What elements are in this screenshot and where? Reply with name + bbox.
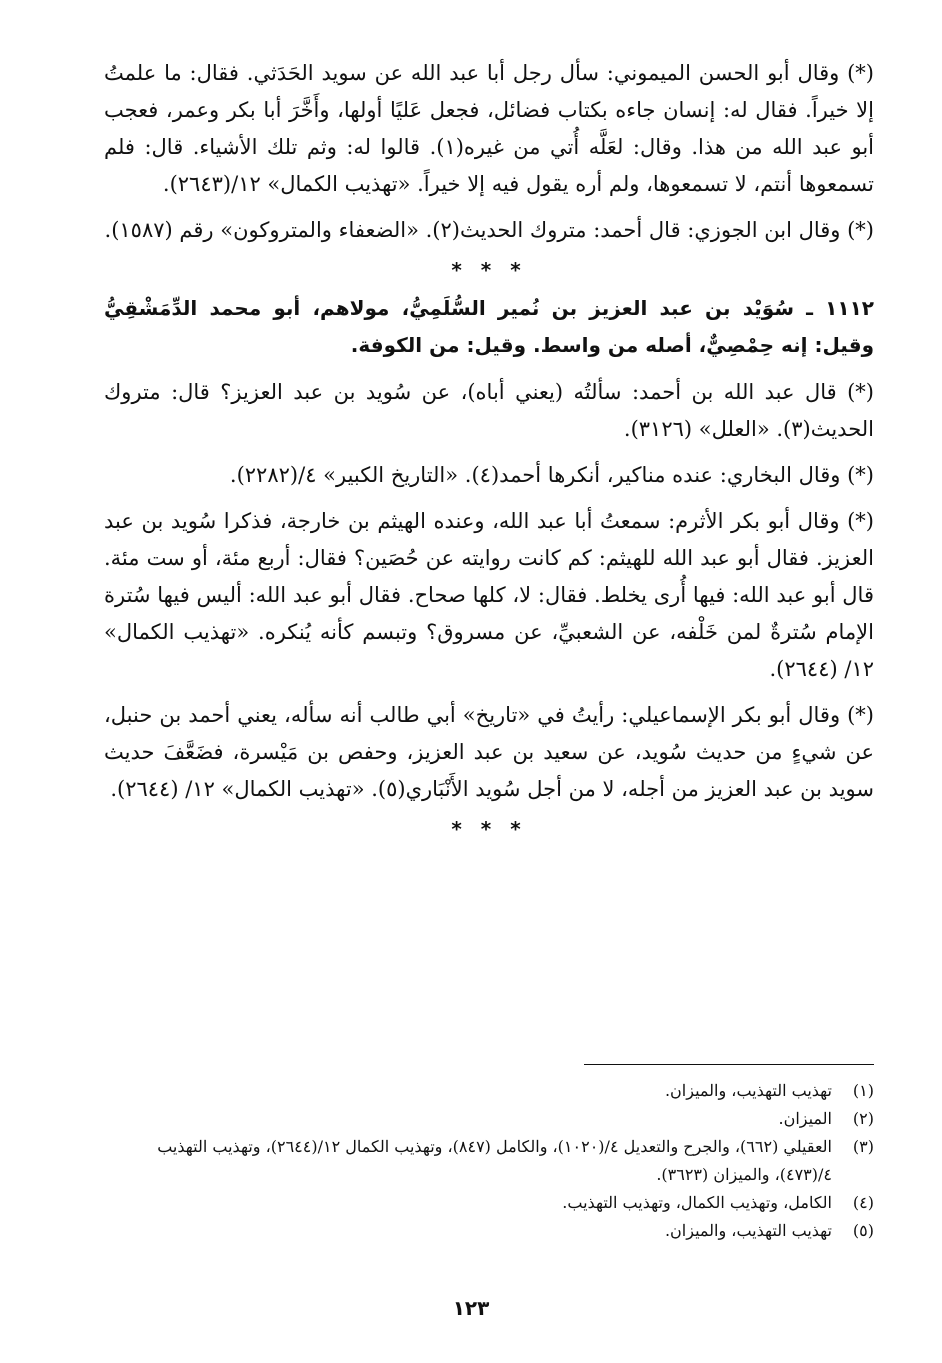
footnotes bbox=[104, 1064, 874, 1245]
footnote-text: العقيلي (٦٦٢)، والجرح والتعديل ٤/(١٠٢٠)، والكامل (٨٤٧)، وتهذيب الكمال ١٢/(٢٦٤٤)، وتهذيب التهذيب ٤/(٤٧٣)، والميزان (٣٦٢٣). bbox=[157, 1137, 832, 1184]
page-number: ١٢٣ bbox=[452, 1296, 490, 1320]
paragraph-athram: (*) وقال أبو بكر الأثرم: سمعتُ أبا عبد الله، وعنده الهيثم بن خارجة، فذكرا سُويد بن عبد العزيز. فقال أبو عبد الله للهيثم: كم كانت روايته عن حُصَين؟ فقال: أربع مئة، أو ست مئة. قال أبو عبد الله: فيها أُرى يخلط. فقال: لا، كلها صحاح. فقال أبو عبد الله: أليس فيها سُترة الإمام سُترةٌ لمن خَلْفه، عن الشعبيِّ، عن مسروق؟ وتبسم كأنه يُنكره. «تهذيب الكمال» ١٢/ (٢٦٤٤). bbox=[104, 509, 874, 681]
section-separator: * * * bbox=[451, 817, 527, 841]
page-body bbox=[104, 55, 874, 849]
footnote-divider bbox=[584, 1064, 874, 1065]
footnote-text: تهذيب التهذيب، والميزان. bbox=[664, 1081, 832, 1100]
paragraph-ibn-aljawzi: (*) وقال ابن الجوزي: قال أحمد: متروك الحديث(٢). «الضعفاء والمتروكون» رقم (١٥٨٧). bbox=[104, 218, 874, 242]
footnote-number: (٢) bbox=[852, 1109, 874, 1128]
paragraph-bukhari: (*) وقال البخاري: عنده مناكير، أنكرها أحمد(٤). «التاريخ الكبير» ٤/(٢٢٨٢). bbox=[229, 463, 874, 487]
footnote-item bbox=[104, 1105, 874, 1133]
paragraph-abdullah: (*) قال عبد الله بن أحمد: سألتُه (يعني أباه)، عن سُويد بن عبد العزيز؟ قال: متروك الحديث(٣). «العلل» (٣١٢٦). bbox=[104, 380, 874, 441]
footnote-item bbox=[104, 1077, 874, 1105]
footnote-number: (٤) bbox=[852, 1193, 874, 1212]
entry-heading: ١١١٢ ـ سُوَيْد بن عبد العزيز بن نُمير السُّلَمِيُّ، مولاهم، أبو محمد الدِّمَشْقِيُّ وقيل: إنه حِمْصِيٌّ، أصله من واسط. وقيل: من الكوفة. bbox=[104, 296, 874, 357]
footnote-item bbox=[104, 1189, 874, 1217]
footnote-text: تهذيب التهذيب، والميزان. bbox=[664, 1221, 832, 1240]
paragraph-ismaili: (*) وقال أبو بكر الإسماعيلي: رأيتُ في «تاريخ» أبي طالب أنه سأله، يعني أحمد بن حنبل، عن شيءٍ من حديث سُويد، عن سعيد بن عبد العزيز، وحفص بن مَيْسرة، فضَعَّفَ حديث سويد بن عبد العزيز من أجله، لا من أجل سُويد الأَنْبَاري(٥). «تهذيب الكمال» ١٢/ (٢٦٤٤). bbox=[104, 703, 875, 801]
footnote-text: الميزان. bbox=[778, 1109, 832, 1128]
footnote-number: (٥) bbox=[852, 1221, 874, 1240]
footnote-item bbox=[104, 1217, 874, 1245]
section-separator: * * * bbox=[451, 258, 527, 282]
paragraph-maymuni: (*) وقال أبو الحسن الميموني: سأل رجل أبا عبد الله عن سويد الحَدَثي. فقال: ما علمتُ إلا خيراً. فقال له: إنسان جاءه بكتاب فضائل، فجعل عَليًا أولها، وأَخَّرَ أبا بكر وعمر، فعجب أبو عبد الله من هذا. وقال: لعَلَّه أُتي من غيره(١). قالوا له: وثم تلك الأشياء. قال: فلم تسمعوها أنتم، لا تسمعوها، ولم أره يقول فيه إلا خيراً. «تهذيب الكمال» ١٢/(٢٦٤٣). bbox=[104, 61, 874, 196]
footnote-number: (١) bbox=[852, 1081, 874, 1100]
footnote-text: الكامل، وتهذيب الكمال، وتهذيب التهذيب. bbox=[562, 1193, 832, 1212]
footnote-item bbox=[104, 1133, 874, 1189]
footnote-number: (٣) bbox=[852, 1137, 874, 1156]
